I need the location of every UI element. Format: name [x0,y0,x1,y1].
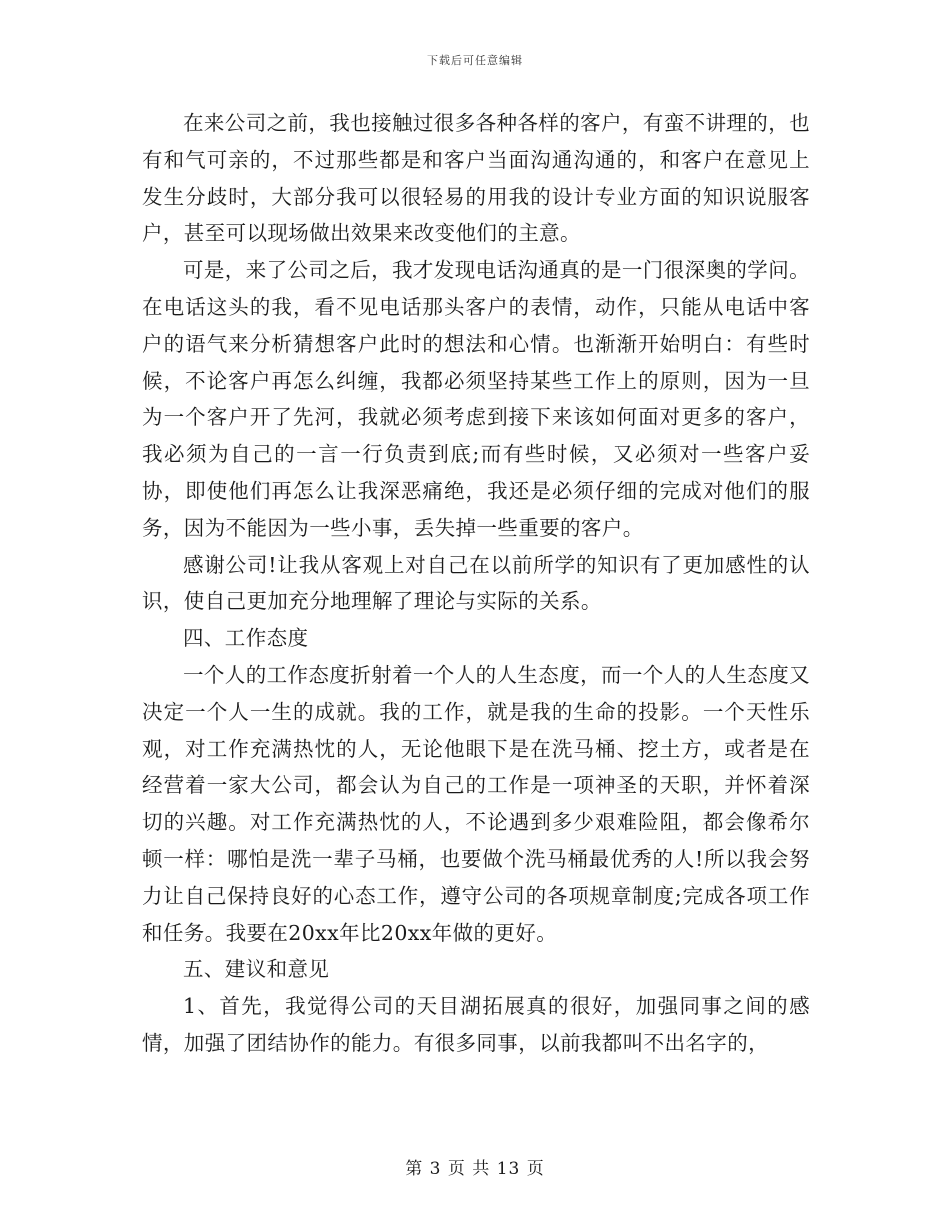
section-heading-suggestions: 五、建议和意见 [183,957,330,982]
document-body [142,105,810,1062]
paragraph-before-joining: 在来公司之前，我也接触过很多各种各样的客户，有蛮不讲理的，也有和气可亲的，不过那些都是和客户当面沟通沟通的，和客户在意见上发生分歧时，大部分我可以很轻易的用我的设计专业方面的知识说服客户，甚至可以现场做出效果来改变他们的主意。 [142,111,810,246]
page-number: 第 3 页 共 13 页 [405,1159,545,1179]
paragraph-suggestion-1: 1、首先，我觉得公司的天目湖拓展真的很好，加强同事之间的感情，加强了团结协作的能力。有很多同事，以前我都叫不出名字的， [142,994,810,1055]
page-header: 下载后可任意编辑 [427,54,523,67]
paragraph-phone-communication: 可是，来了公司之后，我才发现电话沟通真的是一门很深奥的学问。在电话这头的我，看不见电话那头客户的表情，动作，只能从电话中客户的语气来分析猜想客户此时的想法和心情。也渐渐开始明白：有些时候，不论客户再怎么纠缠，我都必须坚持某些工作上的原则，因为一旦为一个客户开了先河，我就必须考虑到接下来该如何面对更多的客户，我必须为自己的一言一行负责到底;而有些时候，又必须对一些客户妥协，即使他们再怎么让我深恶痛绝，我还是必须仔细的完成对他们的服务，因为不能因为一些小事，丢失掉一些重要的客户。 [142,258,810,540]
section-heading-work-attitude: 四、工作态度 [183,626,309,651]
paragraph-work-attitude: 一个人的工作态度折射着一个人的人生态度，而一个人的人生态度又决定一个人一生的成就。我的工作，就是我的生命的投影。一个天性乐观，对工作充满热忱的人，无论他眼下是在洗马桶、挖土方，或者是在经营着一家大公司，都会认为自己的工作是一项神圣的天职，并怀着深切的兴趣。对工作充满热忱的人，不论遇到多少艰难险阻，都会像希尔顿一样：哪怕是洗一辈子马桶，也要做个洗马桶最优秀的人!所以我会努力让自己保持良好的心态工作，遵守公司的各项规章制度;完成各项工作和任务。我要在20xx年比20xx年做的更好。 [142,662,810,945]
paragraph-thanks-company: 感谢公司!让我从客观上对自己在以前所学的知识有了更加感性的认识，使自己更加充分地理解了理论与实际的关系。 [142,552,810,614]
